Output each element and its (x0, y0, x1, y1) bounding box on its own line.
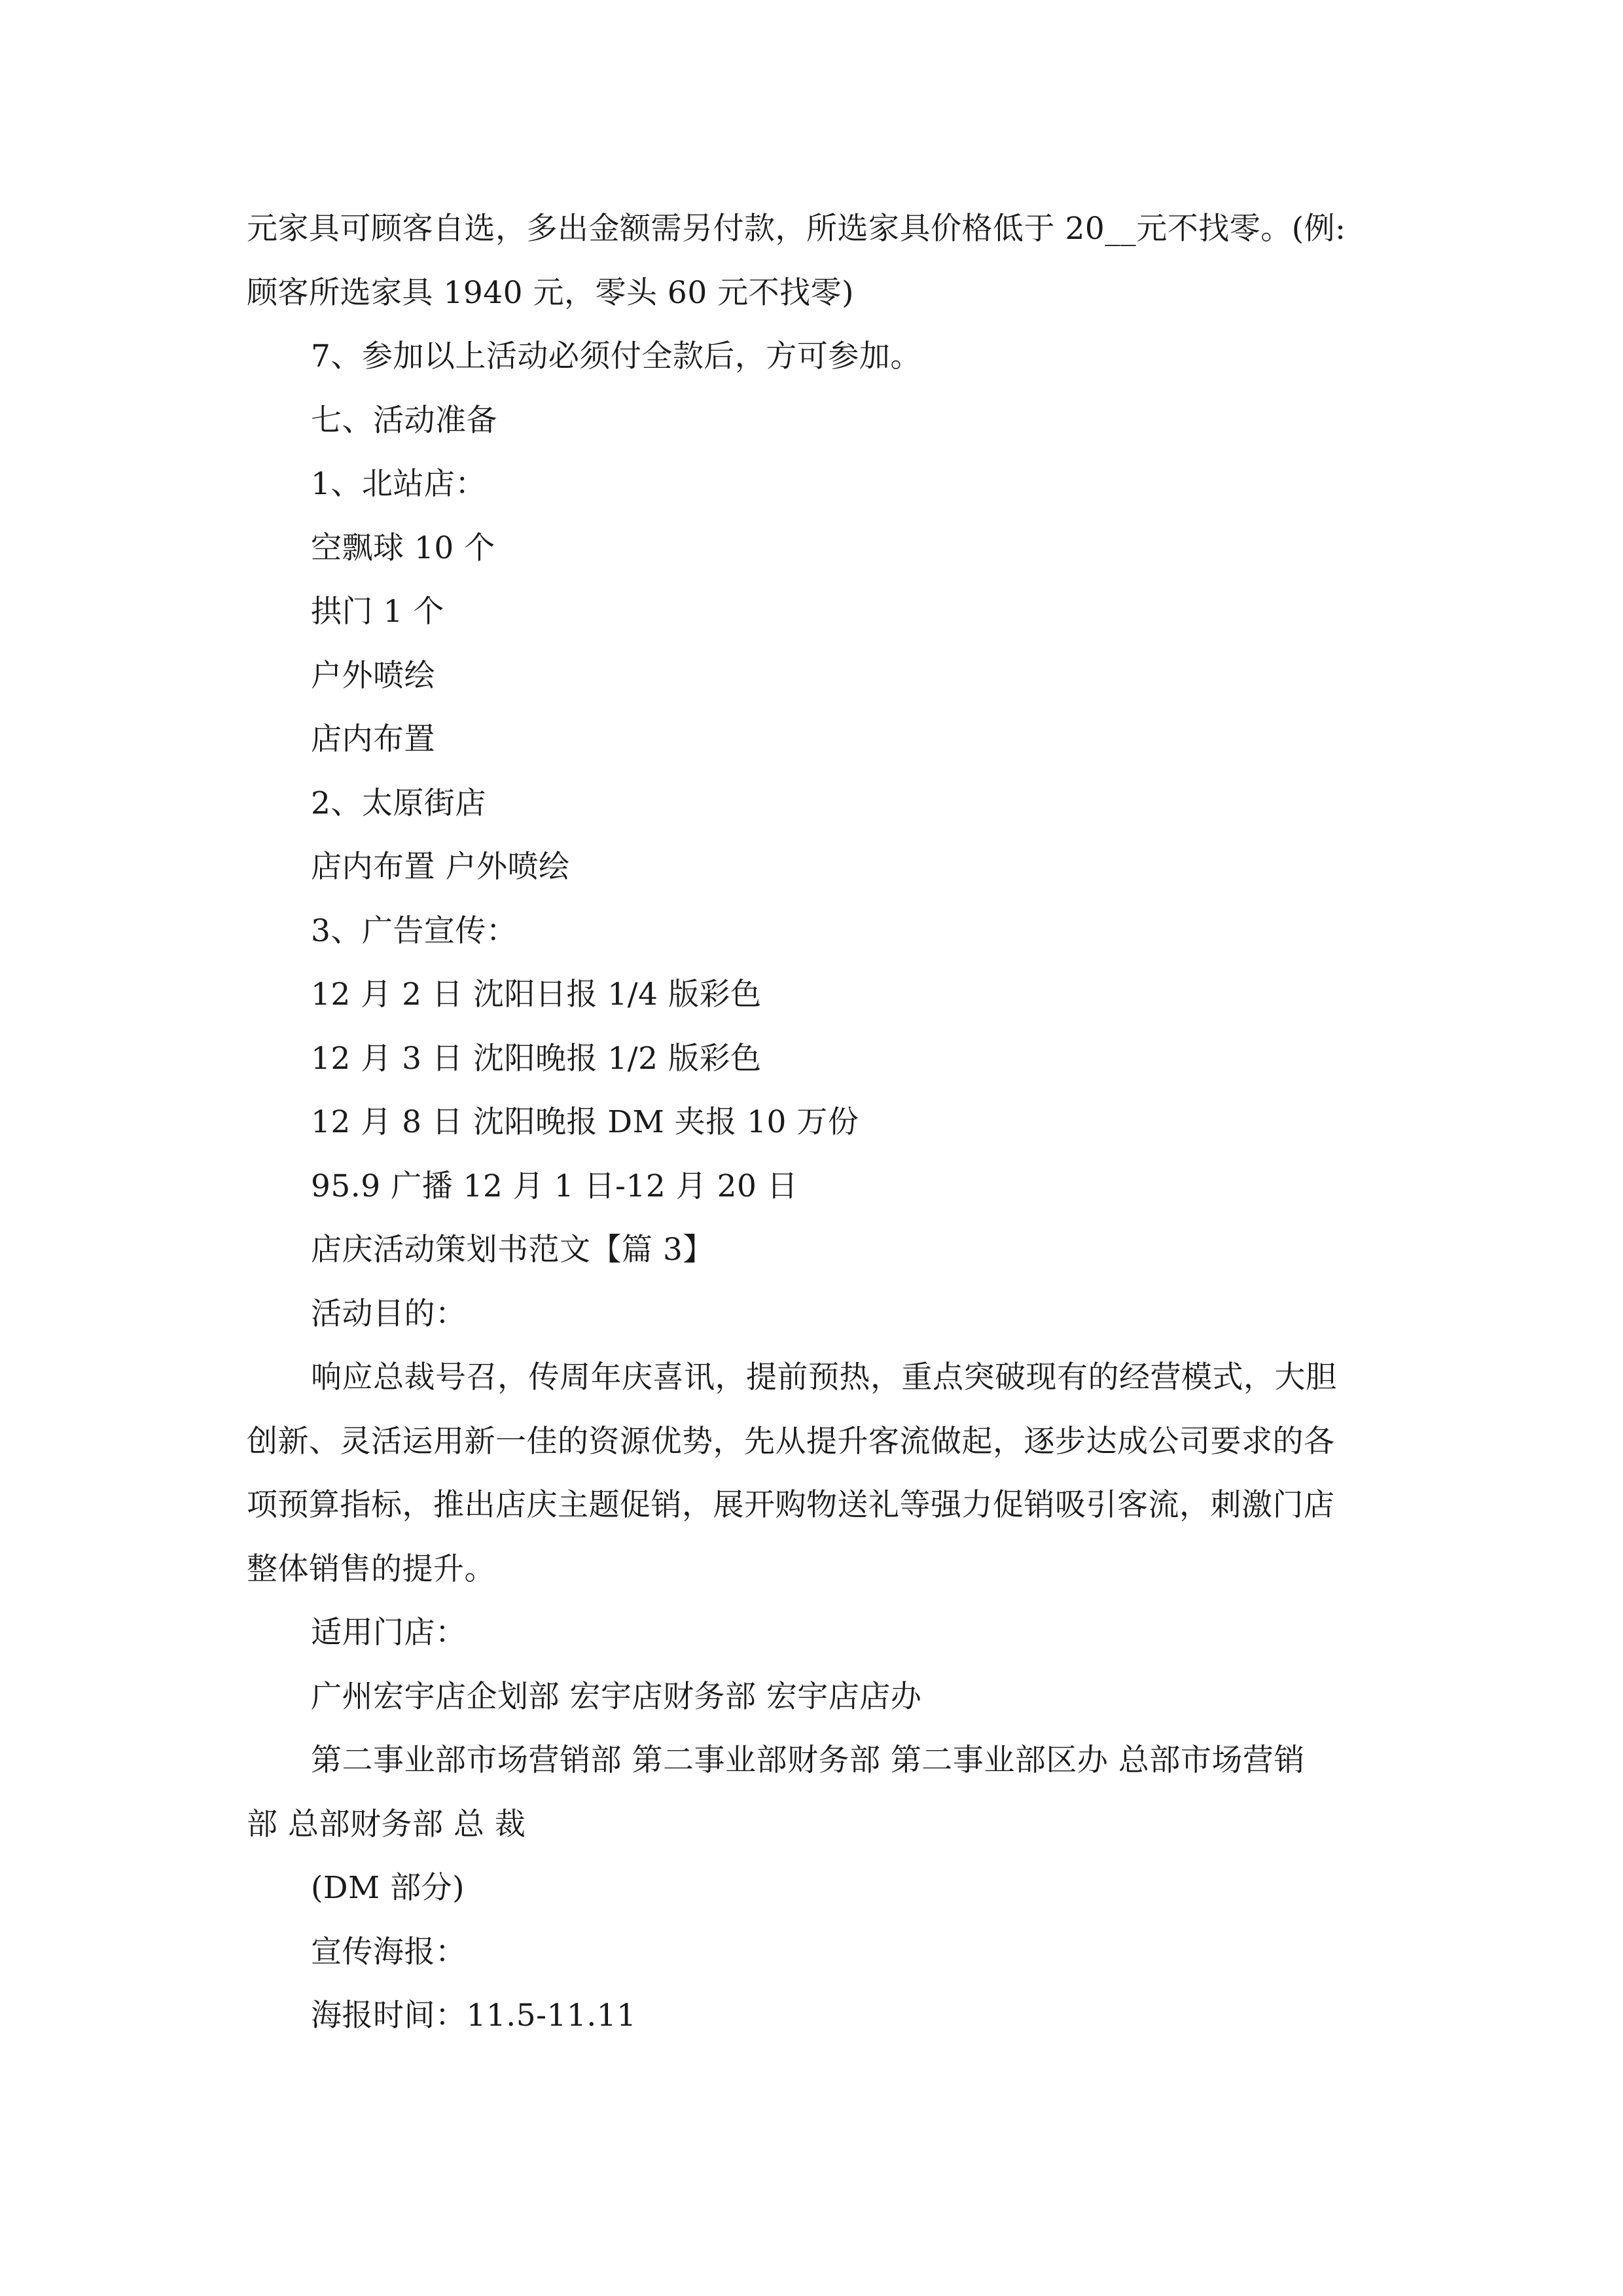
text-line: 店内布置 (311, 721, 435, 757)
text-line: 拱门 1 个 (311, 594, 444, 630)
text-line: 12 月 8 日 沈阳晚报 DM 夹报 10 万份 (311, 1104, 859, 1140)
text-line: 广州宏宇店企划部 宏宇店财务部 宏宇店店办 (311, 1679, 922, 1715)
text-line: 项预算指标，推出店庆主题促销，展开购物送礼等强力促销吸引客流，刺激门店 (247, 1487, 1335, 1523)
section-heading: 七、活动准备 (311, 403, 497, 439)
text-line: 12 月 3 日 沈阳晚报 1/2 版彩色 (311, 1041, 762, 1077)
text-line: 第二事业部市场营销部 第二事业部财务部 第二事业部区办 总部市场营销 (311, 1742, 1305, 1778)
text-line: 空飘球 10 个 (311, 530, 495, 566)
text-line: 2、太原街店 (311, 785, 486, 821)
text-line: 响应总裁号召，传周年庆喜讯，提前预热，重点突破现有的经营模式，大胆 (311, 1359, 1337, 1395)
text-line: 海报时间：11.5-11.11 (311, 1998, 637, 2034)
text-line: 顾客所选家具 1940 元，零头 60 元不找零) (247, 275, 855, 311)
text-line: 活动目的： (311, 1296, 467, 1332)
text-line: 户外喷绘 (311, 658, 435, 694)
text-line: 95.9 广播 12 月 1 日-12 月 20 日 (311, 1168, 798, 1204)
text-line: 整体销售的提升。 (247, 1551, 495, 1587)
text-line: 适用门店： (311, 1615, 467, 1651)
text-line: 创新、灵活运用新一佳的资源优势，先从提升客流做起，逐步达成公司要求的各 (247, 1424, 1335, 1460)
text-line: 7、参加以上活动必须付全款后，方可参加。 (311, 338, 921, 374)
text-line: 部 总部财务部 总 裁 (247, 1806, 526, 1842)
text-line: 店内布置 户外喷绘 (311, 849, 570, 885)
text-line: 3、广告宣传： (311, 913, 518, 949)
text-line: (DM 部分) (311, 1870, 465, 1906)
text-line: 12 月 2 日 沈阳日报 1/4 版彩色 (311, 977, 762, 1013)
text-line: 1、北站店： (311, 466, 486, 502)
section-heading: 店庆活动策划书范文【篇 3】 (311, 1232, 714, 1268)
text-line: 元家具可顾客自选，多出金额需另付款，所选家具价格低于 20__元不找零。(例: (247, 211, 1346, 247)
text-line: 宣传海报： (311, 1934, 467, 1970)
